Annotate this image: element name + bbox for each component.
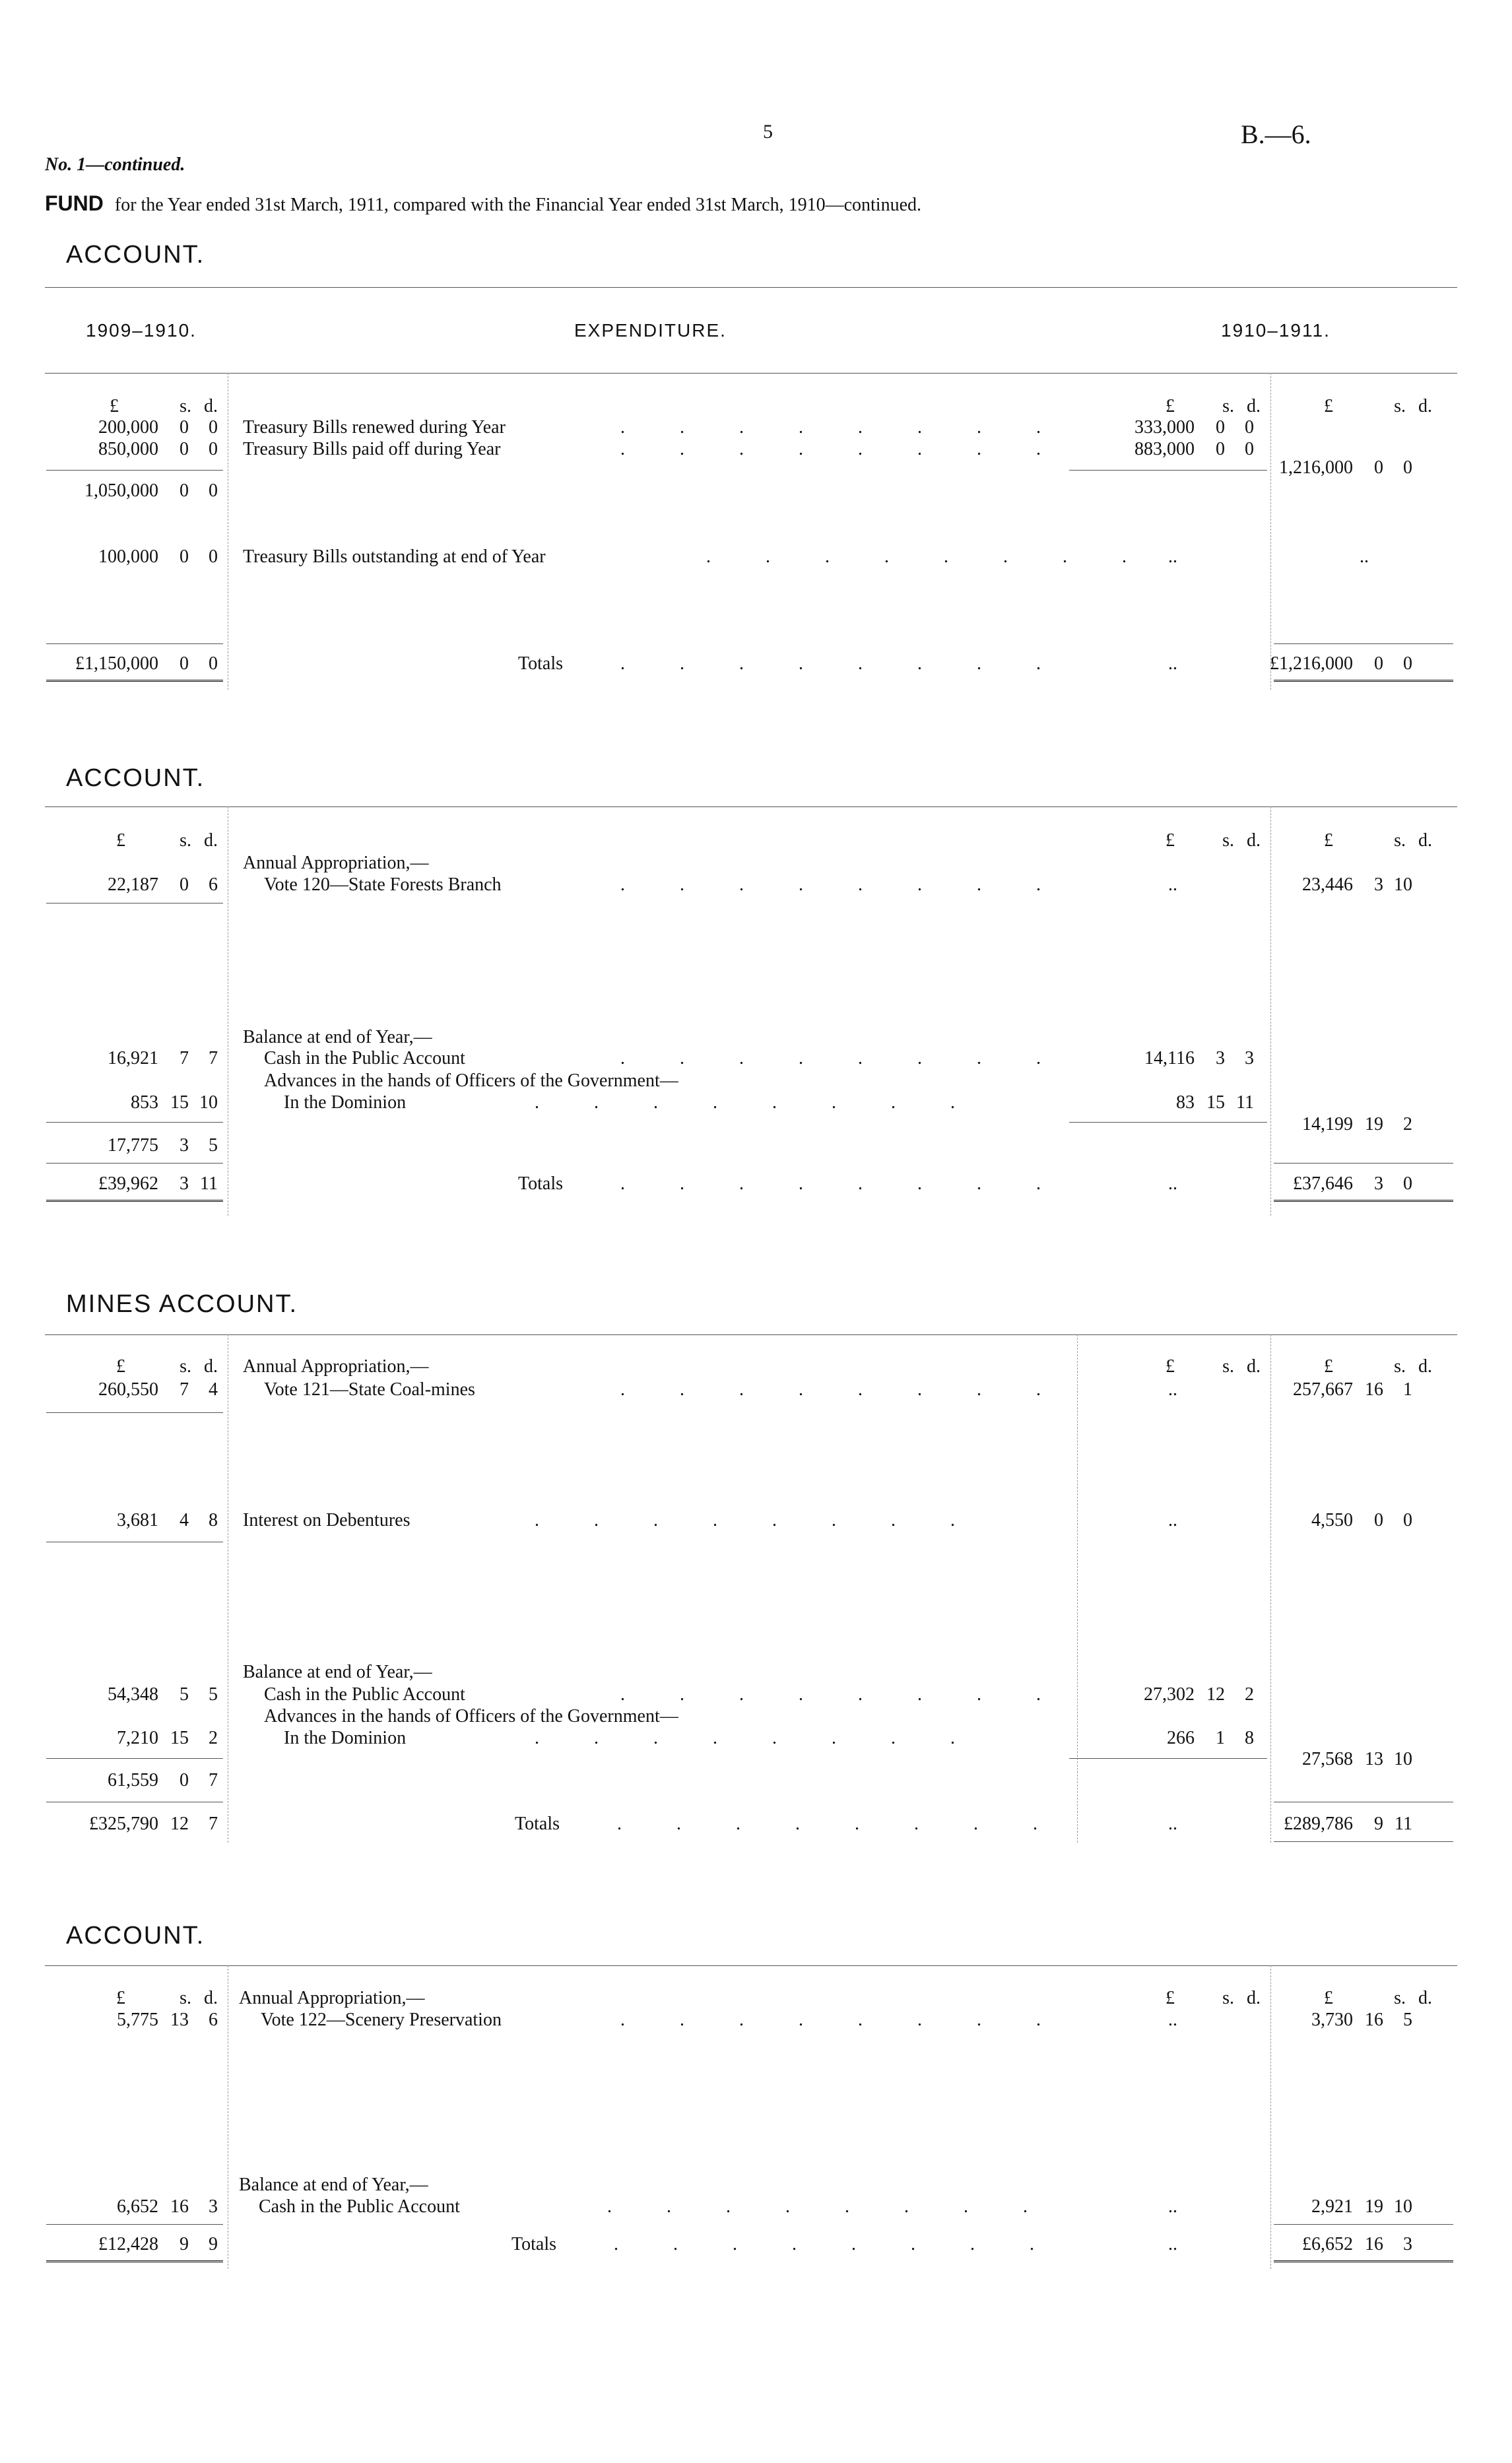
section2-dominion-prev: 853 15 10 (131, 1092, 218, 1113)
section3-dominion-prev: 7,210 15 2 (117, 1728, 218, 1748)
section4-curr-currency-header: £ s. d. (1324, 1988, 1432, 2008)
section3-totals-leaders: . . . . . . . . (617, 1814, 1063, 1834)
section3-subtotal-prev: 61,559 0 7 (108, 1770, 218, 1790)
section3-cash-prev: 54,348 5 5 (108, 1684, 218, 1705)
section4-cash-label: Cash in the Public Account (259, 2196, 460, 2217)
section1-row1-label: Treasury Bills renewed during Year (243, 417, 506, 438)
section3-interest-leaders: . . . . . . . . (535, 1510, 980, 1530)
section4-cash-prev: 6,652 16 3 (117, 2196, 218, 2217)
section2-totals-prev: £39,962 3 11 (98, 1173, 218, 1194)
section1-outstanding-detail: .. (1168, 546, 1177, 567)
section4-cash-curr: 2,921 19 10 (1311, 2196, 1412, 2217)
section3-approp-heading: Annual Appropriation,— (243, 1356, 429, 1377)
section2-totals-curr: £37,646 3 0 (1293, 1173, 1412, 1194)
section3-totals-curr: £289,786 9 11 (1284, 1814, 1412, 1834)
section1-col-1910: 1910–1911. (1221, 320, 1331, 341)
fund-title-rest: for the Year ended 31st March, 1911, compared with the Financial Year ended 31st March, 1910—continued. (114, 195, 922, 215)
section2-subtotal-prev: 17,775 3 5 (108, 1135, 218, 1156)
section1-row2-prev: 850,000 0 0 (98, 439, 218, 459)
section3-totals-label: Totals (515, 1814, 560, 1834)
section4-vote-label: Vote 122—Scenery Preservation (261, 2010, 502, 2030)
page-number: 5 (763, 121, 773, 143)
section3-cash-detail: 27,302 12 2 (1144, 1684, 1254, 1705)
section1-row2-label: Treasury Bills paid off during Year (243, 439, 501, 459)
section4-vote-prev: 5,775 13 6 (117, 2010, 218, 2030)
section3-dominion-detail: 266 1 8 (1167, 1728, 1254, 1748)
section1-row2-leaders: . . . . . . . . (620, 439, 1066, 459)
section1-totals-detail: .. (1168, 653, 1177, 674)
section1-prev-currency-header: £ s. d. (110, 396, 218, 416)
section3-cash-leaders: . . . . . . . . (620, 1684, 1066, 1705)
section1-detail-currency-header: £ s. d. (1166, 396, 1261, 416)
section4-totals-leaders: . . . . . . . . (614, 2234, 1059, 2254)
section1-outstanding-prev: 100,000 0 0 (98, 546, 218, 567)
section3-subtotal-curr: 27,568 13 10 (1302, 1749, 1412, 1769)
section3-interest-detail: .. (1168, 1510, 1177, 1530)
section3-vote-detail: .. (1168, 1379, 1177, 1400)
section2-cash-label: Cash in the Public Account (264, 1048, 465, 1068)
section3-cash-label: Cash in the Public Account (264, 1684, 465, 1705)
section4-totals-label: Totals (511, 2234, 557, 2254)
section4-prev-currency-header: £ s. d. (116, 1988, 218, 2008)
section2-advances-label: Advances in the hands of Officers of the Government— (264, 1070, 678, 1091)
section1-totals-prev: £1,150,000 0 0 (75, 653, 218, 674)
section3-vote-curr: 257,667 16 1 (1293, 1379, 1412, 1400)
section2-vote-leaders: . . . . . . . . (620, 874, 1066, 895)
section1-outstanding-label: Treasury Bills outstanding at end of Year (243, 546, 546, 567)
section1-title: ACCOUNT. (66, 241, 205, 269)
section2-vote-label: Vote 120—State Forests Branch (264, 874, 502, 895)
section2-balance-heading: Balance at end of Year,— (243, 1027, 432, 1047)
section2-cash-leaders: . . . . . . . . (620, 1048, 1066, 1068)
section3-curr-currency-header: £ s. d. (1324, 1356, 1432, 1377)
section2-cash-detail: 14,116 3 3 (1144, 1048, 1254, 1068)
section4-totals-detail: .. (1168, 2234, 1177, 2254)
section2-vote-curr: 23,446 3 10 (1302, 874, 1412, 895)
section1-col-1909: 1909–1910. (86, 320, 197, 341)
section4-vote-leaders: . . . . . . . . (620, 2010, 1066, 2030)
section1-row1-leaders: . . . . . . . . (620, 417, 1066, 438)
section4-totals-prev: £12,428 9 9 (98, 2234, 218, 2254)
section3-dominion-leaders: . . . . . . . . (535, 1728, 980, 1748)
section2-dominion-leaders: . . . . . . . . (535, 1092, 980, 1113)
section3-detail-currency-header: £ s. d. (1166, 1356, 1261, 1377)
section4-cash-detail: .. (1168, 2196, 1177, 2217)
section2-prev-currency-header: £ s. d. (116, 830, 218, 851)
section4-cash-leaders: . . . . . . . . (607, 2196, 1053, 2217)
section3-totals-detail: .. (1168, 1814, 1177, 1834)
continued-label: No. 1—continued. (45, 154, 185, 175)
section3-interest-label: Interest on Debentures (243, 1510, 411, 1530)
section2-curr-currency-header: £ s. d. (1324, 830, 1432, 851)
section3-prev-currency-header: £ s. d. (116, 1356, 218, 1377)
section2-vote-prev: 22,187 0 6 (108, 874, 218, 895)
section4-approp-heading: Annual Appropriation,— (239, 1988, 425, 2008)
section2-cash-prev: 16,921 7 7 (108, 1048, 218, 1068)
section1-totals-label: Totals (518, 653, 564, 674)
section2-vote-detail: .. (1168, 874, 1177, 895)
section2-totals-leaders: . . . . . . . . (620, 1173, 1066, 1194)
section3-vote-label: Vote 121—State Coal-mines (264, 1379, 475, 1400)
section2-subtotal-curr: 14,199 19 2 (1302, 1114, 1412, 1134)
section1-subtotal-prev: 1,050,000 0 0 (84, 480, 218, 501)
fund-title-bold: FUND (45, 191, 104, 215)
section1-row2-detail: 883,000 0 0 (1134, 439, 1254, 459)
section3-totals-prev: £325,790 12 7 (89, 1814, 218, 1834)
section4-vote-curr: 3,730 16 5 (1311, 2010, 1412, 2030)
section1-totals-leaders: . . . . . . . . (620, 653, 1066, 674)
section2-totals-detail: .. (1168, 1173, 1177, 1194)
section3-title: MINES ACCOUNT. (66, 1290, 298, 1318)
section3-balance-heading: Balance at end of Year,— (243, 1662, 432, 1682)
section3-interest-curr: 4,550 0 0 (1311, 1510, 1412, 1530)
section4-detail-currency-header: £ s. d. (1166, 1988, 1261, 2008)
section4-vote-detail: .. (1168, 2010, 1177, 2030)
section1-row1-detail: 333,000 0 0 (1134, 417, 1254, 438)
section3-vote-prev: 260,550 7 4 (98, 1379, 218, 1400)
section2-dominion-label: In the Dominion (284, 1092, 407, 1113)
section1-outstanding-leaders: . . . . . . . . (706, 546, 1152, 567)
section1-outstanding-curr: .. (1360, 546, 1369, 567)
section1-subtotal-curr: 1,216,000 0 0 (1279, 457, 1412, 478)
section4-title: ACCOUNT. (66, 1922, 205, 1950)
section2-approp-heading: Annual Appropriation,— (243, 853, 429, 873)
section2-totals-label: Totals (518, 1173, 564, 1194)
section3-interest-prev: 3,681 4 8 (117, 1510, 218, 1530)
section2-detail-currency-header: £ s. d. (1166, 830, 1261, 851)
document-reference: B.—6. (1241, 119, 1311, 149)
section3-advances-label: Advances in the hands of Officers of the Government— (264, 1706, 678, 1726)
section1-totals-curr: £1,216,000 0 0 (1270, 653, 1412, 674)
fund-title (45, 191, 921, 216)
section2-title: ACCOUNT. (66, 764, 205, 792)
section4-totals-curr: £6,652 16 3 (1302, 2234, 1412, 2254)
section1-curr-currency-header: £ s. d. (1324, 396, 1432, 416)
section1-col-expenditure: EXPENDITURE. (574, 320, 727, 341)
section4-balance-heading: Balance at end of Year,— (239, 2175, 428, 2195)
section3-dominion-label: In the Dominion (284, 1728, 407, 1748)
section1-row1-prev: 200,000 0 0 (98, 417, 218, 438)
section3-vote-leaders: . . . . . . . . (620, 1379, 1066, 1400)
section2-dominion-detail: 83 15 11 (1176, 1092, 1254, 1113)
